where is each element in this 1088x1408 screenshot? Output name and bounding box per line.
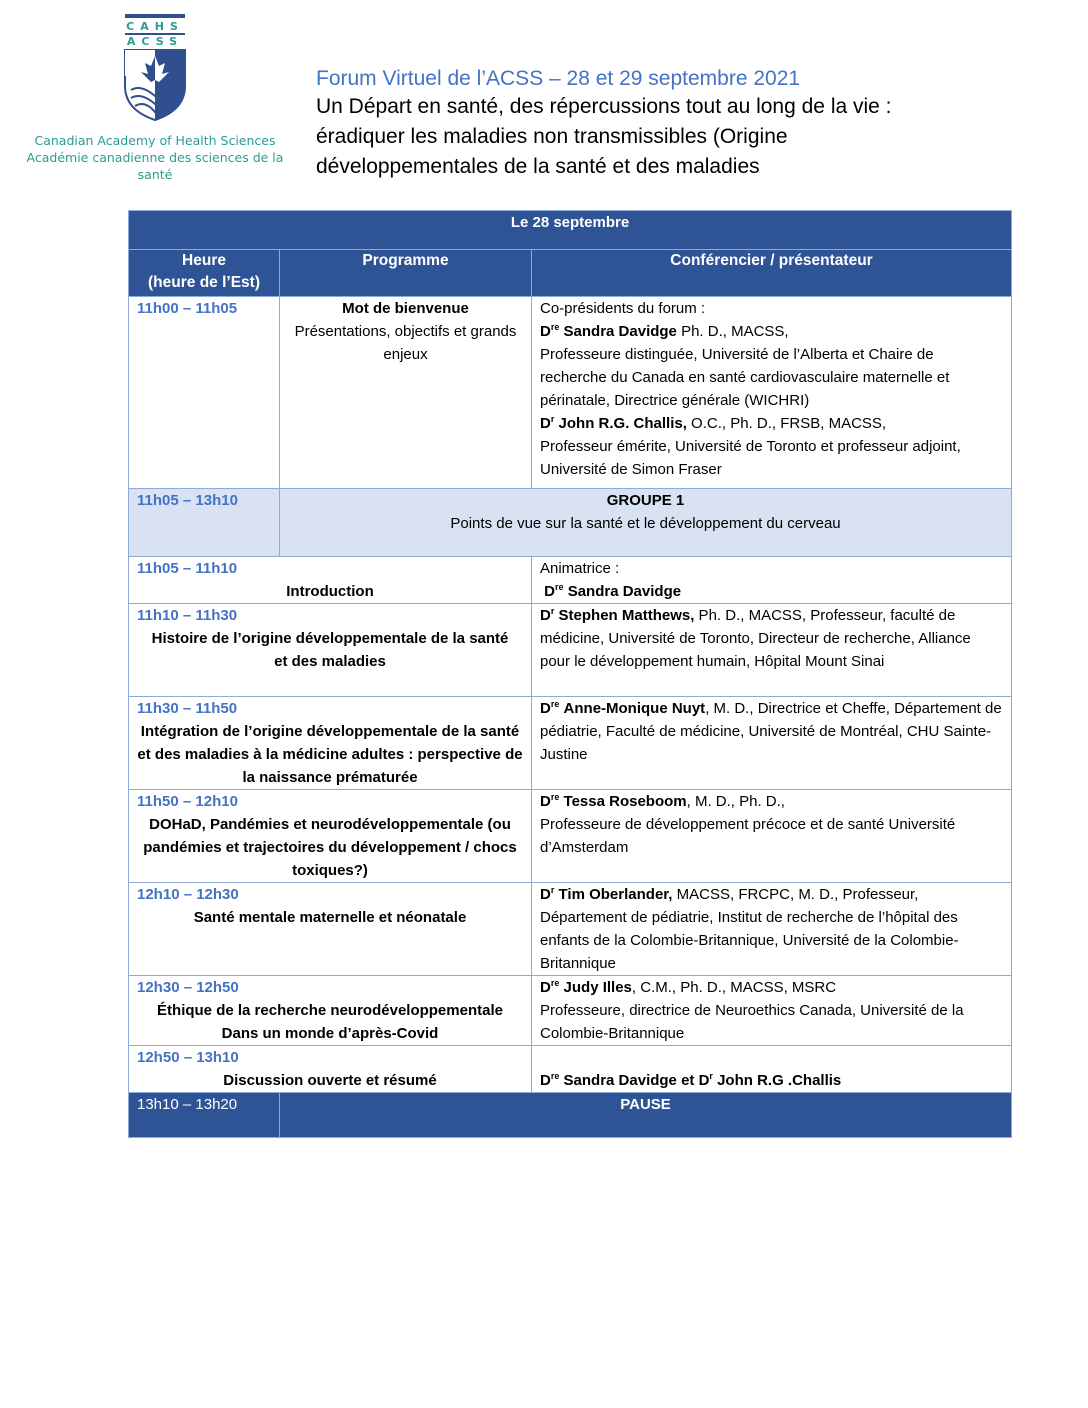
speaker-name: John R.G. Challis, (558, 415, 687, 432)
speaker-name: Anne-Monique Nuyt (563, 700, 706, 717)
title-sup: r (550, 414, 555, 424)
time-program-cell (129, 604, 532, 697)
svg-text:ACSS: ACSS (126, 35, 184, 48)
speaker-name: Sandra Davidge (567, 583, 682, 600)
pause-label: PAUSE (280, 1093, 1012, 1138)
speaker-name: John R.G .Challis (712, 1072, 842, 1089)
cahs-shield-logo-icon (123, 14, 187, 122)
title-sup: re (550, 699, 560, 709)
program-subtitle: Présentations, objectifs et grands enjeux (294, 323, 517, 363)
time-cell: 13h10 – 13h20 (129, 1093, 280, 1138)
speaker-cell (532, 297, 1012, 489)
schedule-row (129, 976, 1012, 1046)
speaker-credentials: O.C., Ph. D., FRSB, MACSS, (686, 415, 887, 432)
schedule-row (129, 297, 1012, 489)
subtitle-line: développementales de la santé et des maladies (316, 155, 760, 178)
title-prefix: D (540, 607, 551, 624)
speaker-description: Professeure distinguée, Université de l’Alberta et Chaire de recherche du Canada en santé cardiovasculaire maternelle et périnatale, Directrice générale (WICHRI) (540, 346, 950, 409)
speaker-line (540, 976, 1003, 999)
org-name-en: Canadian Academy of Health Sciences (34, 133, 276, 148)
program-title: Introduction (286, 583, 374, 600)
program-title: Mot de bienvenue (342, 300, 469, 317)
title-prefix: D (540, 700, 551, 717)
title-sup: r (709, 1071, 713, 1081)
program-cell (280, 297, 532, 489)
title-prefix: D (540, 323, 551, 340)
time-cell: 11h05 – 13h10 (129, 489, 280, 557)
speaker-name: Sandra Davidge (563, 323, 677, 340)
time-label: 11h05 – 11h10 (137, 560, 238, 577)
speaker-cell (532, 604, 1012, 697)
column-header-time-sub: (heure de l’Est) (148, 274, 260, 291)
program-title: Histoire de l’origine développementale de la santé et des maladies (151, 630, 509, 670)
program-title: Intégration de l’origine développementale de la santé et des maladies à la médicine adultes : perspective de la naissance prématurée (137, 723, 523, 786)
schedule-row (129, 883, 1012, 976)
column-header-program: Programme (280, 250, 532, 297)
speaker-description: Professeure de développement précoce et de santé Université d’Amsterdam (540, 816, 956, 856)
speaker-description: Professeur émérite, Université de Toronto et professeur adjoint, Université de Simon Fraser (540, 438, 961, 478)
title-sup: re (550, 792, 560, 802)
time-label: 11h50 – 12h10 (137, 793, 238, 810)
schedule-row (129, 604, 1012, 697)
speaker-name: Judy Illes (563, 979, 632, 996)
column-header-time (129, 250, 280, 297)
forum-title: Forum Virtuel de l’ACSS – 28 et 29 septembre 2021 (316, 67, 801, 90)
speaker-cell (532, 1046, 1012, 1093)
cahs-logo (20, 14, 290, 183)
time-label: 11h30 – 11h50 (137, 700, 238, 717)
speaker-credentials: , C.M., Ph. D., MACSS, MSRC (631, 979, 837, 996)
subtitle-line: éradiquer les maladies non transmissibles (Origine (316, 125, 788, 148)
time-label: 12h50 – 13h10 (137, 1049, 239, 1066)
speaker-name: Tim Oberlander, (558, 886, 673, 903)
speaker-name: Stephen Matthews, (558, 607, 695, 624)
title-prefix: D (540, 415, 551, 432)
title-sup: re (550, 322, 560, 332)
time-program-cell (129, 697, 532, 790)
date-header: Le 28 septembre (129, 211, 1012, 250)
title-prefix: D (540, 1072, 551, 1089)
column-header-time-label: Heure (182, 252, 226, 269)
speaker-cell (532, 697, 1012, 790)
schedule-table (128, 210, 1012, 1138)
subtitle-line: Un Départ en santé, des répercussions tout au long de la vie : (316, 95, 892, 118)
title-prefix: D (544, 583, 556, 600)
speaker-line (540, 790, 1003, 813)
program-title: Santé mentale maternelle et néonatale (193, 909, 467, 926)
pause-row (129, 1093, 1012, 1138)
speaker-name: Sandra Davidge et D (559, 1072, 710, 1089)
title-sup: r (550, 885, 555, 895)
title-sup: r (550, 606, 555, 616)
time-program-cell (129, 557, 532, 604)
time-cell: 11h00 – 11h05 (129, 297, 280, 489)
title-sup: re (550, 1071, 560, 1081)
title-prefix: D (540, 886, 551, 903)
speaker-credentials: , M. D., Ph. D., (686, 793, 785, 810)
title-prefix: D (540, 793, 551, 810)
document-header (316, 66, 1036, 182)
speaker-credentials: Ph. D., MACSS, (676, 323, 789, 340)
speaker-intro: Animatrice : (540, 560, 620, 577)
speaker-cell (532, 976, 1012, 1046)
group-title: GROUPE 1 (606, 492, 685, 509)
group-cell (280, 489, 1012, 557)
speaker-cell (532, 790, 1012, 883)
speaker-line (540, 412, 1003, 435)
program-title: Éthique de la recherche neurodéveloppementale (157, 1002, 503, 1019)
column-header-row (129, 250, 1012, 297)
time-label: 12h30 – 12h50 (137, 979, 239, 996)
speaker-name: Tessa Roseboom (563, 793, 687, 810)
program-title: Discussion ouverte et résumé (223, 1072, 437, 1089)
speaker-cell (532, 883, 1012, 976)
schedule-row (129, 557, 1012, 604)
schedule-row (129, 697, 1012, 790)
speaker-intro: Co-présidents du forum : (540, 300, 706, 317)
time-label: 12h10 – 12h30 (137, 886, 239, 903)
program-title: DOHaD, Pandémies et neurodéveloppementale (ou pandémies et trajectoires du développement / chocs toxiques?) (143, 816, 517, 879)
time-label: 11h10 – 11h30 (137, 607, 238, 624)
column-header-speaker: Conférencier / présentateur (532, 250, 1012, 297)
speaker-credentials: Ph. D., MACSS, Professeur, faculté de médicine, Université de Toronto, Directeur de recherche, Alliance pour le développement humain, Hôpital Mount Sinai (540, 607, 971, 670)
title-sup: re (555, 582, 564, 592)
org-name-fr: Académie canadienne des sciences de la santé (26, 150, 284, 182)
time-program-cell (129, 976, 532, 1046)
speaker-credentials: MACSS, FRCPC, M. D., Professeur, Département de pédiatrie, Institut de recherche de l’hôpital des enfants de la Colombie-Britannique, Université de la Colombie-Britannique (540, 886, 959, 972)
title-sup: re (550, 978, 560, 988)
speaker-cell (532, 557, 1012, 604)
speaker-line (540, 580, 1003, 603)
speaker-description: Professeure, directrice de Neuroethics Canada, Université de la Colombie-Britannique (540, 1002, 964, 1042)
time-program-cell (129, 790, 532, 883)
speaker-line (540, 320, 1003, 343)
schedule-row (129, 1046, 1012, 1093)
time-program-cell (129, 883, 532, 976)
program-title: Dans un monde d’après-Covid (221, 1025, 439, 1042)
time-program-cell (129, 1046, 532, 1093)
title-prefix: D (540, 979, 551, 996)
date-row (129, 211, 1012, 250)
schedule-row (129, 790, 1012, 883)
group-subtitle: Points de vue sur la santé et le développement du cerveau (450, 515, 841, 532)
svg-text:CAHS: CAHS (126, 20, 184, 33)
group-row (129, 489, 1012, 557)
speaker-credentials: , M. D., Directrice et Cheffe, Département de pédiatrie, Faculté de médicine, Université de Montréal, CHU Sainte-Justine (540, 700, 1002, 763)
